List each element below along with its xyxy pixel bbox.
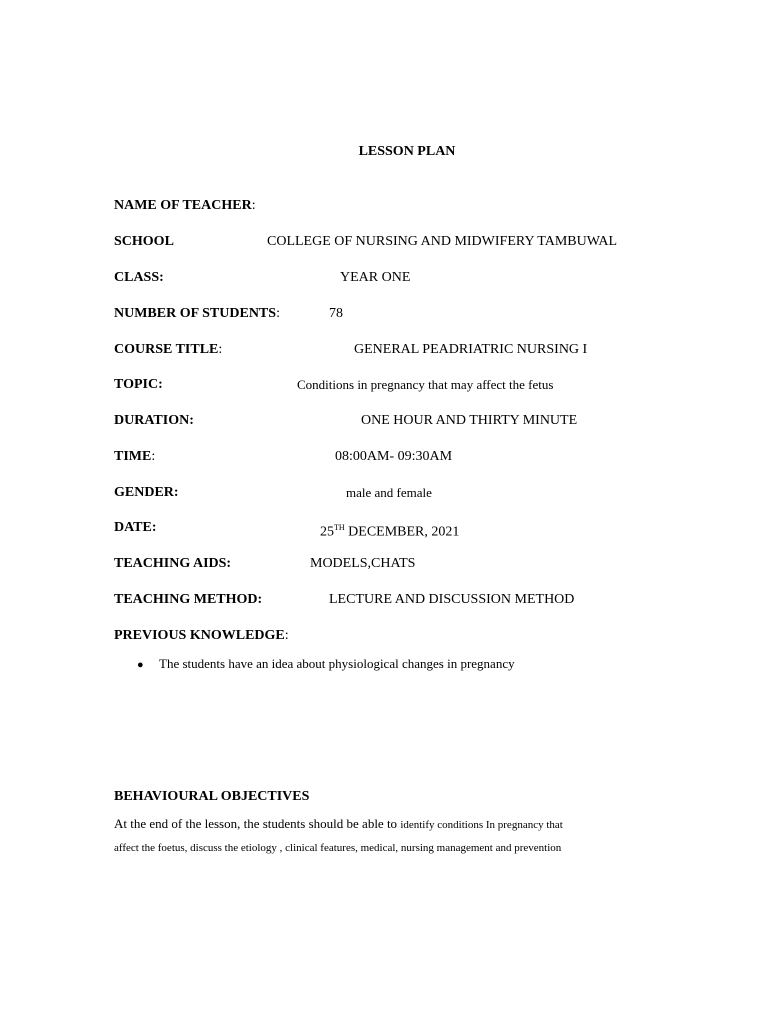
field-value: GENERAL PEADRIATRIC NURSING I — [354, 342, 588, 357]
date-day-suffix: TH — [334, 523, 345, 532]
field-value: ONE HOUR AND THIRTY MINUTE — [361, 413, 578, 428]
field-value: MODELS,CHATS — [310, 556, 416, 571]
field-name-of-teacher — [114, 197, 256, 215]
date-month-year: DECEMBER, 2021 — [344, 524, 460, 540]
field-label: DATE: — [114, 520, 157, 535]
field-label: TIME — [114, 449, 152, 464]
field-topic — [114, 376, 554, 394]
field-separator: : — [218, 342, 223, 357]
field-value: YEAR ONE — [340, 270, 411, 285]
field-label: DURATION: — [114, 413, 194, 428]
objectives-line-2: affect the foetus, discuss the etiology , clinical features, medical, nursing management and prevention — [114, 842, 562, 854]
field-separator: : — [251, 198, 256, 213]
objectives-line-1 — [114, 816, 563, 832]
document-title: LESSON PLAN — [358, 144, 456, 159]
field-label: COURSE TITLE — [114, 342, 219, 357]
field-duration — [114, 412, 578, 430]
field-label: NAME OF TEACHER — [114, 198, 252, 213]
field-separator: : — [284, 628, 289, 643]
field-value — [320, 519, 459, 542]
field-label: TEACHING AIDS: — [114, 556, 232, 571]
field-school — [114, 233, 618, 251]
field-value: Conditions in pregnancy that may affect the fetus — [297, 377, 554, 392]
field-label: NUMBER OF STUDENTS — [114, 306, 277, 321]
field-number-of-students — [114, 305, 343, 323]
date-day: 25 — [320, 524, 334, 540]
field-time — [114, 448, 453, 466]
bullet-icon: ● — [137, 659, 144, 671]
field-label: TEACHING METHOD: — [114, 592, 263, 607]
field-label: TOPIC: — [114, 377, 163, 392]
field-separator: : — [276, 306, 280, 321]
field-label: GENDER: — [114, 485, 179, 500]
field-value: 78 — [329, 306, 343, 321]
objectives-text-a: At the end of the lesson, the students should be able to — [114, 816, 401, 831]
list-item-text: The students have an idea about physiological changes in pregnancy — [159, 656, 515, 671]
field-value: LECTURE AND DISCUSSION METHOD — [329, 592, 575, 607]
field-course-title — [114, 341, 588, 359]
field-date — [114, 519, 460, 540]
objectives-text-b: identify conditions In pregnancy that — [400, 819, 563, 831]
field-value: male and female — [346, 485, 432, 500]
field-label: PREVIOUS KNOWLEDGE — [114, 628, 285, 643]
field-separator: : — [151, 449, 156, 464]
field-label: CLASS: — [114, 270, 164, 285]
field-class — [114, 269, 411, 287]
field-teaching-method — [114, 591, 575, 609]
objectives-heading: BEHAVIOURAL OBJECTIVES — [114, 789, 310, 804]
field-teaching-aids — [114, 555, 416, 573]
field-value: 08:00AM- 09:30AM — [335, 449, 453, 464]
field-gender — [114, 484, 432, 502]
field-value: COLLEGE OF NURSING AND MIDWIFERY TAMBUWAL — [267, 234, 618, 249]
list-item — [137, 655, 515, 674]
field-label: SCHOOL — [114, 234, 174, 249]
field-previous-knowledge — [114, 627, 289, 645]
